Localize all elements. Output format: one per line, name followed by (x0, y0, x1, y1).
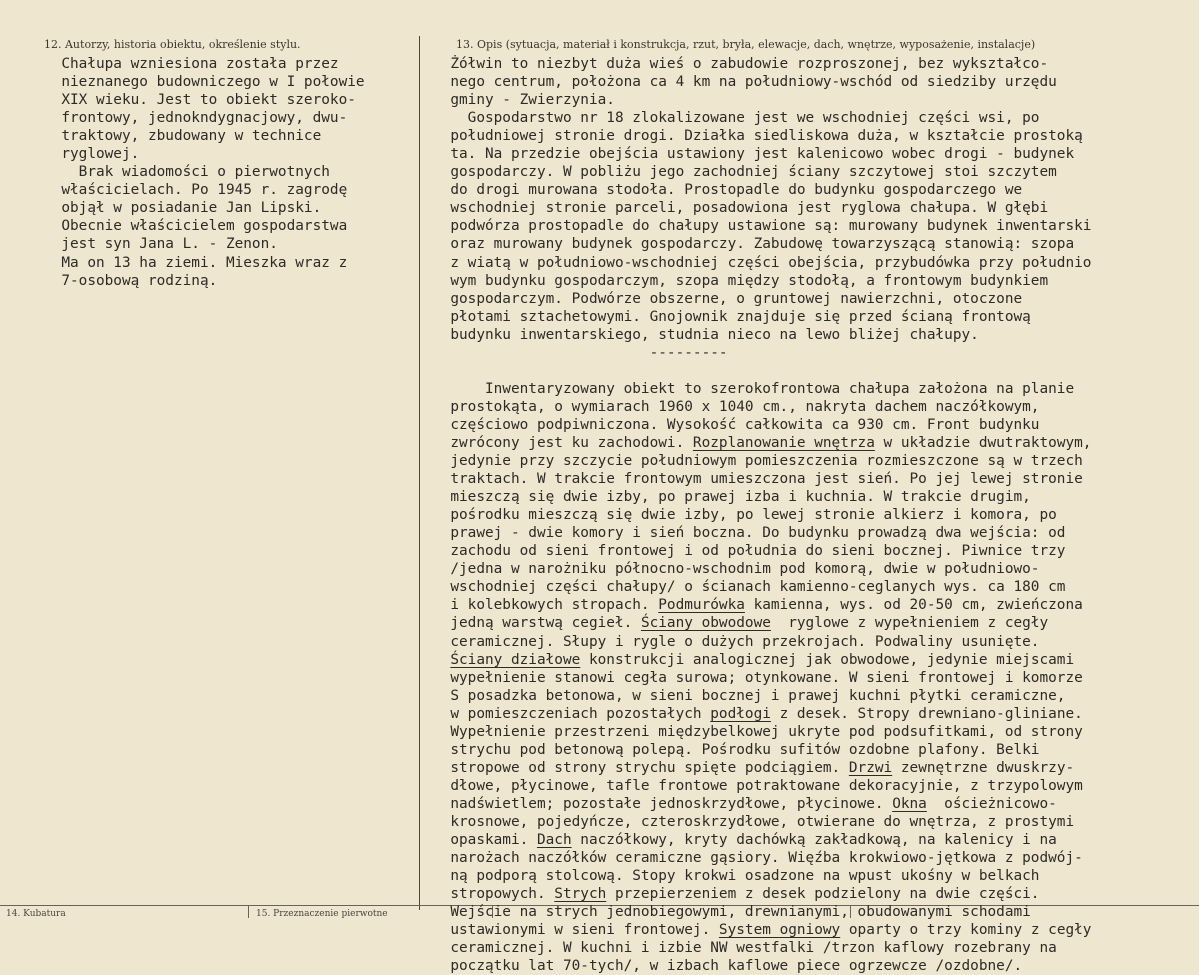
text-line: objął w posiadanie Jan Lipski. (44, 200, 322, 217)
text-segment: konstrukcji analogicznej jak obwodowe, jedynie miejscami (580, 651, 1075, 668)
text-segment: S posadzka betonowa, w sieni bocznej i prawej kuchni płytki ceramiczne, (433, 687, 1066, 704)
text-line (433, 596, 1091, 614)
text-segment: wypełnienie stanowi cegła surowa; otynkowane. W sieni frontowej i komorze (433, 669, 1083, 686)
underlined-heading: Drzwi (848, 759, 893, 776)
text-segment: narożach naczółków ceramiczne gąsiory. Więźba krokwiowo-jętkowa z podwój- (433, 850, 1083, 867)
text-segment: budynku inwentarskiego, studnia nieco na lewo bliżej chałupy. (433, 326, 979, 343)
text-line (433, 705, 1091, 723)
text-segment: Wypełnienie przestrzeni międzybelkowej ukryte pod podsufitkami, od strony (433, 723, 1083, 740)
underlined-heading: Okna (892, 795, 927, 812)
text-segment: w układzie dwutraktowym, (874, 434, 1092, 451)
text-segment: stropowe od strony strychu spięte podciągiem. (433, 759, 849, 776)
text-line (433, 885, 1091, 903)
text-segment: nego centrum, położona ca 4 km na południowy-wschód od siedziby urzędu (433, 74, 1057, 91)
footer-label-kubatura: 14. Kubatura (6, 909, 66, 919)
text-line (433, 542, 1091, 560)
text-line (433, 416, 1091, 434)
column-divider (419, 36, 420, 910)
footer-label-przeznaczenie: 15. Przeznaczenie pierwotne (256, 909, 388, 919)
text-line (433, 217, 1091, 235)
text-line: XIX wieku. Jest to obiekt szeroko- (44, 92, 356, 109)
text-line (433, 903, 1091, 921)
text-line (433, 362, 1091, 380)
text-segment: strychu pod betonową polepą. Pośrodku sufitów ozdobne plafony. Belki (433, 741, 1040, 758)
text-segment: kamienna, wys. od 20-50 cm, zwieńczona (744, 597, 1083, 614)
text-line: właścicielach. Po 1945 r. zagrodę (44, 182, 348, 199)
text-segment: jedynie przy szczycie południowym pomieszczenia rozmieszczone są w trzech (433, 453, 1083, 470)
section-12-header: 12. Autorzy, historia obiektu, określenie stylu. (44, 38, 301, 51)
text-line: Obecnie właścicielem gospodarstwa (44, 218, 348, 235)
underlined-heading: Rozplanowanie wnętrza (692, 434, 875, 451)
text-segment: dłowe, płycinowe, tafle frontowe potraktowane dekoracyjnie, z trzypolowym (433, 777, 1083, 794)
text-segment: traktach. W trakcie frontowym umieszczona jest sień. Po jej lewej stronie (433, 471, 1083, 488)
text-segment: stropowych. (433, 886, 555, 903)
text-segment: wym budynku gospodarczym, szopa między stodołą, a frontowym budynkiem (433, 272, 1049, 289)
text-segment: płotami sztachetowymi. Gnojownik znajduje się przed ścianą frontową (433, 308, 1031, 325)
text-line: Ma on 13 ha ziemi. Mieszka wraz z (44, 254, 348, 271)
text-segment: zwrócony jest ku zachodowi. (433, 434, 693, 451)
text-segment: podwórza prostopadle do chałupy ustawione są: murowany budynek inwentarski (433, 218, 1092, 235)
text-line: Brak wiadomości o pierwotnych (44, 164, 330, 181)
text-line (433, 452, 1091, 470)
text-segment: pośrodku mieszczą się dwie izby, po lewej stronie alkierz i komora, po (433, 507, 1057, 524)
text-line (433, 669, 1091, 687)
underlined-heading: podłogi (710, 705, 771, 722)
section-13-body (433, 55, 1091, 975)
text-line (433, 254, 1091, 272)
text-line (433, 290, 1091, 308)
text-segment: naczółkowy, kryty dachówką zakładkową, na kalenicy i na (571, 832, 1057, 849)
text-line (433, 181, 1091, 199)
underlined-heading: Strych (554, 886, 607, 903)
text-line (433, 687, 1091, 705)
text-line (433, 73, 1091, 91)
text-line (433, 741, 1091, 759)
text-segment: Gospodarstwo nr 18 zlokalizowane jest we wschodniej części wsi, po (433, 110, 1040, 127)
text-line: jest syn Jana L. - Zenon. (44, 236, 278, 253)
footer-tick (248, 905, 249, 918)
text-line: Chałupa wzniesiona została przez (44, 56, 339, 72)
text-segment: oparty o trzy kominy z cegły (840, 922, 1092, 939)
text-segment: w pomieszczeniach pozostałych (433, 705, 711, 722)
text-line (433, 813, 1091, 831)
text-segment: zewnętrzne dwuskrzy- (892, 759, 1075, 776)
text-line (433, 578, 1091, 596)
text-segment: z desek. Stropy drewniano-gliniane. (770, 705, 1083, 722)
text-segment: ta. Na przedzie obejścia ustawiony jest kalenicowo wobec drogi - budynek (433, 146, 1075, 163)
text-segment: wschodniej części chałupy/ o ścianach kamienno-ceglanych wys. ca 180 cm (433, 579, 1066, 596)
text-line (433, 506, 1091, 524)
text-line (433, 939, 1091, 957)
underlined-heading: Podmurówka (658, 597, 745, 614)
text-line (433, 614, 1091, 632)
text-segment: ceramicznej. Słupy i rygle o dużych przekrojach. Podwaliny usunięte. (433, 633, 1040, 650)
text-line (433, 308, 1091, 326)
text-line (433, 488, 1091, 506)
text-line (433, 957, 1091, 975)
text-segment: gospodarczym. Podwórze obszerne, o gruntowej nawierzchni, otoczone (433, 290, 1023, 307)
text-line (433, 560, 1091, 578)
text-line: ryglowej. (44, 146, 140, 163)
text-segment: z wiatą w południowo-wschodniej części obejścia, przybudówka przy południo (433, 254, 1092, 271)
text-segment: nadświetlem; pozostałe jednoskrzydłowe, płycinowe. (433, 795, 893, 812)
text-segment: ościeżnicowo- (926, 795, 1057, 812)
text-line (433, 921, 1091, 939)
text-segment: opaskami. (433, 832, 537, 849)
text-line (433, 398, 1091, 416)
text-segment: mieszczą się dwie izby, po prawej izba i kuchnia. W trakcie drugim, (433, 489, 1031, 506)
text-segment: ryglowe z wypełnieniem z cegły (770, 615, 1049, 632)
text-segment: Inwentaryzowany obiekt to szerokofrontowa chałupa założona na planie (433, 380, 1075, 397)
text-line (433, 723, 1091, 741)
text-segment: jedną warstwą cegieł. (433, 615, 641, 632)
underlined-heading: Ściany obwodowe (640, 615, 771, 632)
text-line (433, 795, 1091, 813)
underlined-heading: System ogniowy (718, 922, 841, 939)
text-segment: prawej - dwie komory i sień boczna. Do budynku prowadzą dwa wejścia: od (433, 525, 1066, 542)
text-segment: krosnowe, pojedyńcze, czteroskrzydłowe, otwierane do wnętrza, z prostymi (433, 813, 1075, 830)
text-line: 7-osobową rodziną. (44, 272, 218, 289)
text-line (433, 470, 1091, 488)
text-line (433, 163, 1091, 181)
text-segment: południowej stronie drogi. Działka siedliskowa duża, w kształcie prostoką (433, 128, 1083, 145)
text-segment: Wejście na strych jednobiegowymi, drewnianymi, obudowanymi schodami (433, 904, 1031, 921)
text-line (433, 867, 1091, 885)
text-line (433, 235, 1091, 253)
text-line (433, 91, 1091, 109)
text-line (433, 633, 1091, 651)
text-line (433, 145, 1091, 163)
text-segment (433, 652, 450, 668)
text-segment: gminy - Zwierzynia. (433, 92, 615, 109)
text-line (433, 199, 1091, 217)
text-line: traktowy, zbudowany w technice (44, 128, 322, 145)
text-segment: do drogi murowana stodoła. Prostopadle do budynku gospodarczego we (433, 182, 1023, 199)
text-line (433, 434, 1091, 452)
text-line (433, 524, 1091, 542)
text-segment: ceramicznej. W kuchni i izbie NW westfalki /trzon kaflowy rozebrany na (433, 940, 1057, 957)
text-segment: wschodniej stronie parceli, posadowiona jest ryglowa chałupa. W głębi (433, 200, 1049, 217)
text-line (433, 380, 1091, 398)
text-line (433, 831, 1091, 849)
text-line (433, 127, 1091, 145)
text-segment: częściowo podpiwniczona. Wysokość całkowita ca 930 cm. Front budynku (433, 416, 1040, 433)
text-segment: ustawionymi w sieni frontowej. (433, 922, 719, 939)
underlined-heading: Dach (536, 832, 572, 849)
text-segment: oraz murowany budynek gospodarczy. Zabudowę towarzyszącą stanowią: szopa (433, 236, 1075, 253)
text-line: frontowy, jednokndygnacjowy, dwu- (44, 110, 348, 127)
text-segment: prostokąta, o wymiarach 1960 x 1040 cm., nakryta dachem naczółkowym, (433, 398, 1040, 415)
text-segment: początku lat 70-tych/, w izbach kaflowe piece ogrzewcze /ozdobne/. (433, 958, 1023, 975)
text-segment: /jedna w narożniku północno-wschodnim pod komorą, dwie w południowo- (433, 561, 1040, 578)
text-line (433, 326, 1091, 344)
text-line (433, 55, 1091, 73)
text-segment: zachodu od sieni frontowej i od południa do sieni bocznej. Piwnice trzy (433, 543, 1066, 560)
text-line (433, 777, 1091, 795)
text-line (433, 849, 1091, 867)
text-line (433, 344, 1091, 362)
text-segment: Żółwin to niezbyt duża wieś o zabudowie rozproszonej, bez wykształco- (433, 56, 1049, 72)
text-line (433, 109, 1091, 127)
underlined-heading: Ściany działowe (450, 651, 581, 668)
text-segment: gospodarczy. W pobliżu jego zachodniej ściany szczytowej stoi szczytem (433, 164, 1057, 181)
section-13-header: 13. Opis (sytuacja, materiał i konstrukcja, rzut, bryła, elewacje, dach, wnętrze, wyposażenie, instalacje) (456, 38, 1036, 51)
text-segment: i kolebkowych stropach. (433, 597, 659, 614)
text-segment: przepierzeniem z desek podzielony na dwie części. (606, 886, 1040, 903)
text-line (433, 759, 1091, 777)
text-line (433, 651, 1091, 669)
text-segment: ną podporą stolcową. Stopy krokwi osadzone na wpust ukośny w belkach (433, 868, 1040, 885)
text-line (433, 272, 1091, 290)
text-segment: --------- (433, 344, 728, 361)
text-line: nieznanego budowniczego w I połowie (44, 74, 365, 91)
section-12-body (44, 55, 365, 290)
